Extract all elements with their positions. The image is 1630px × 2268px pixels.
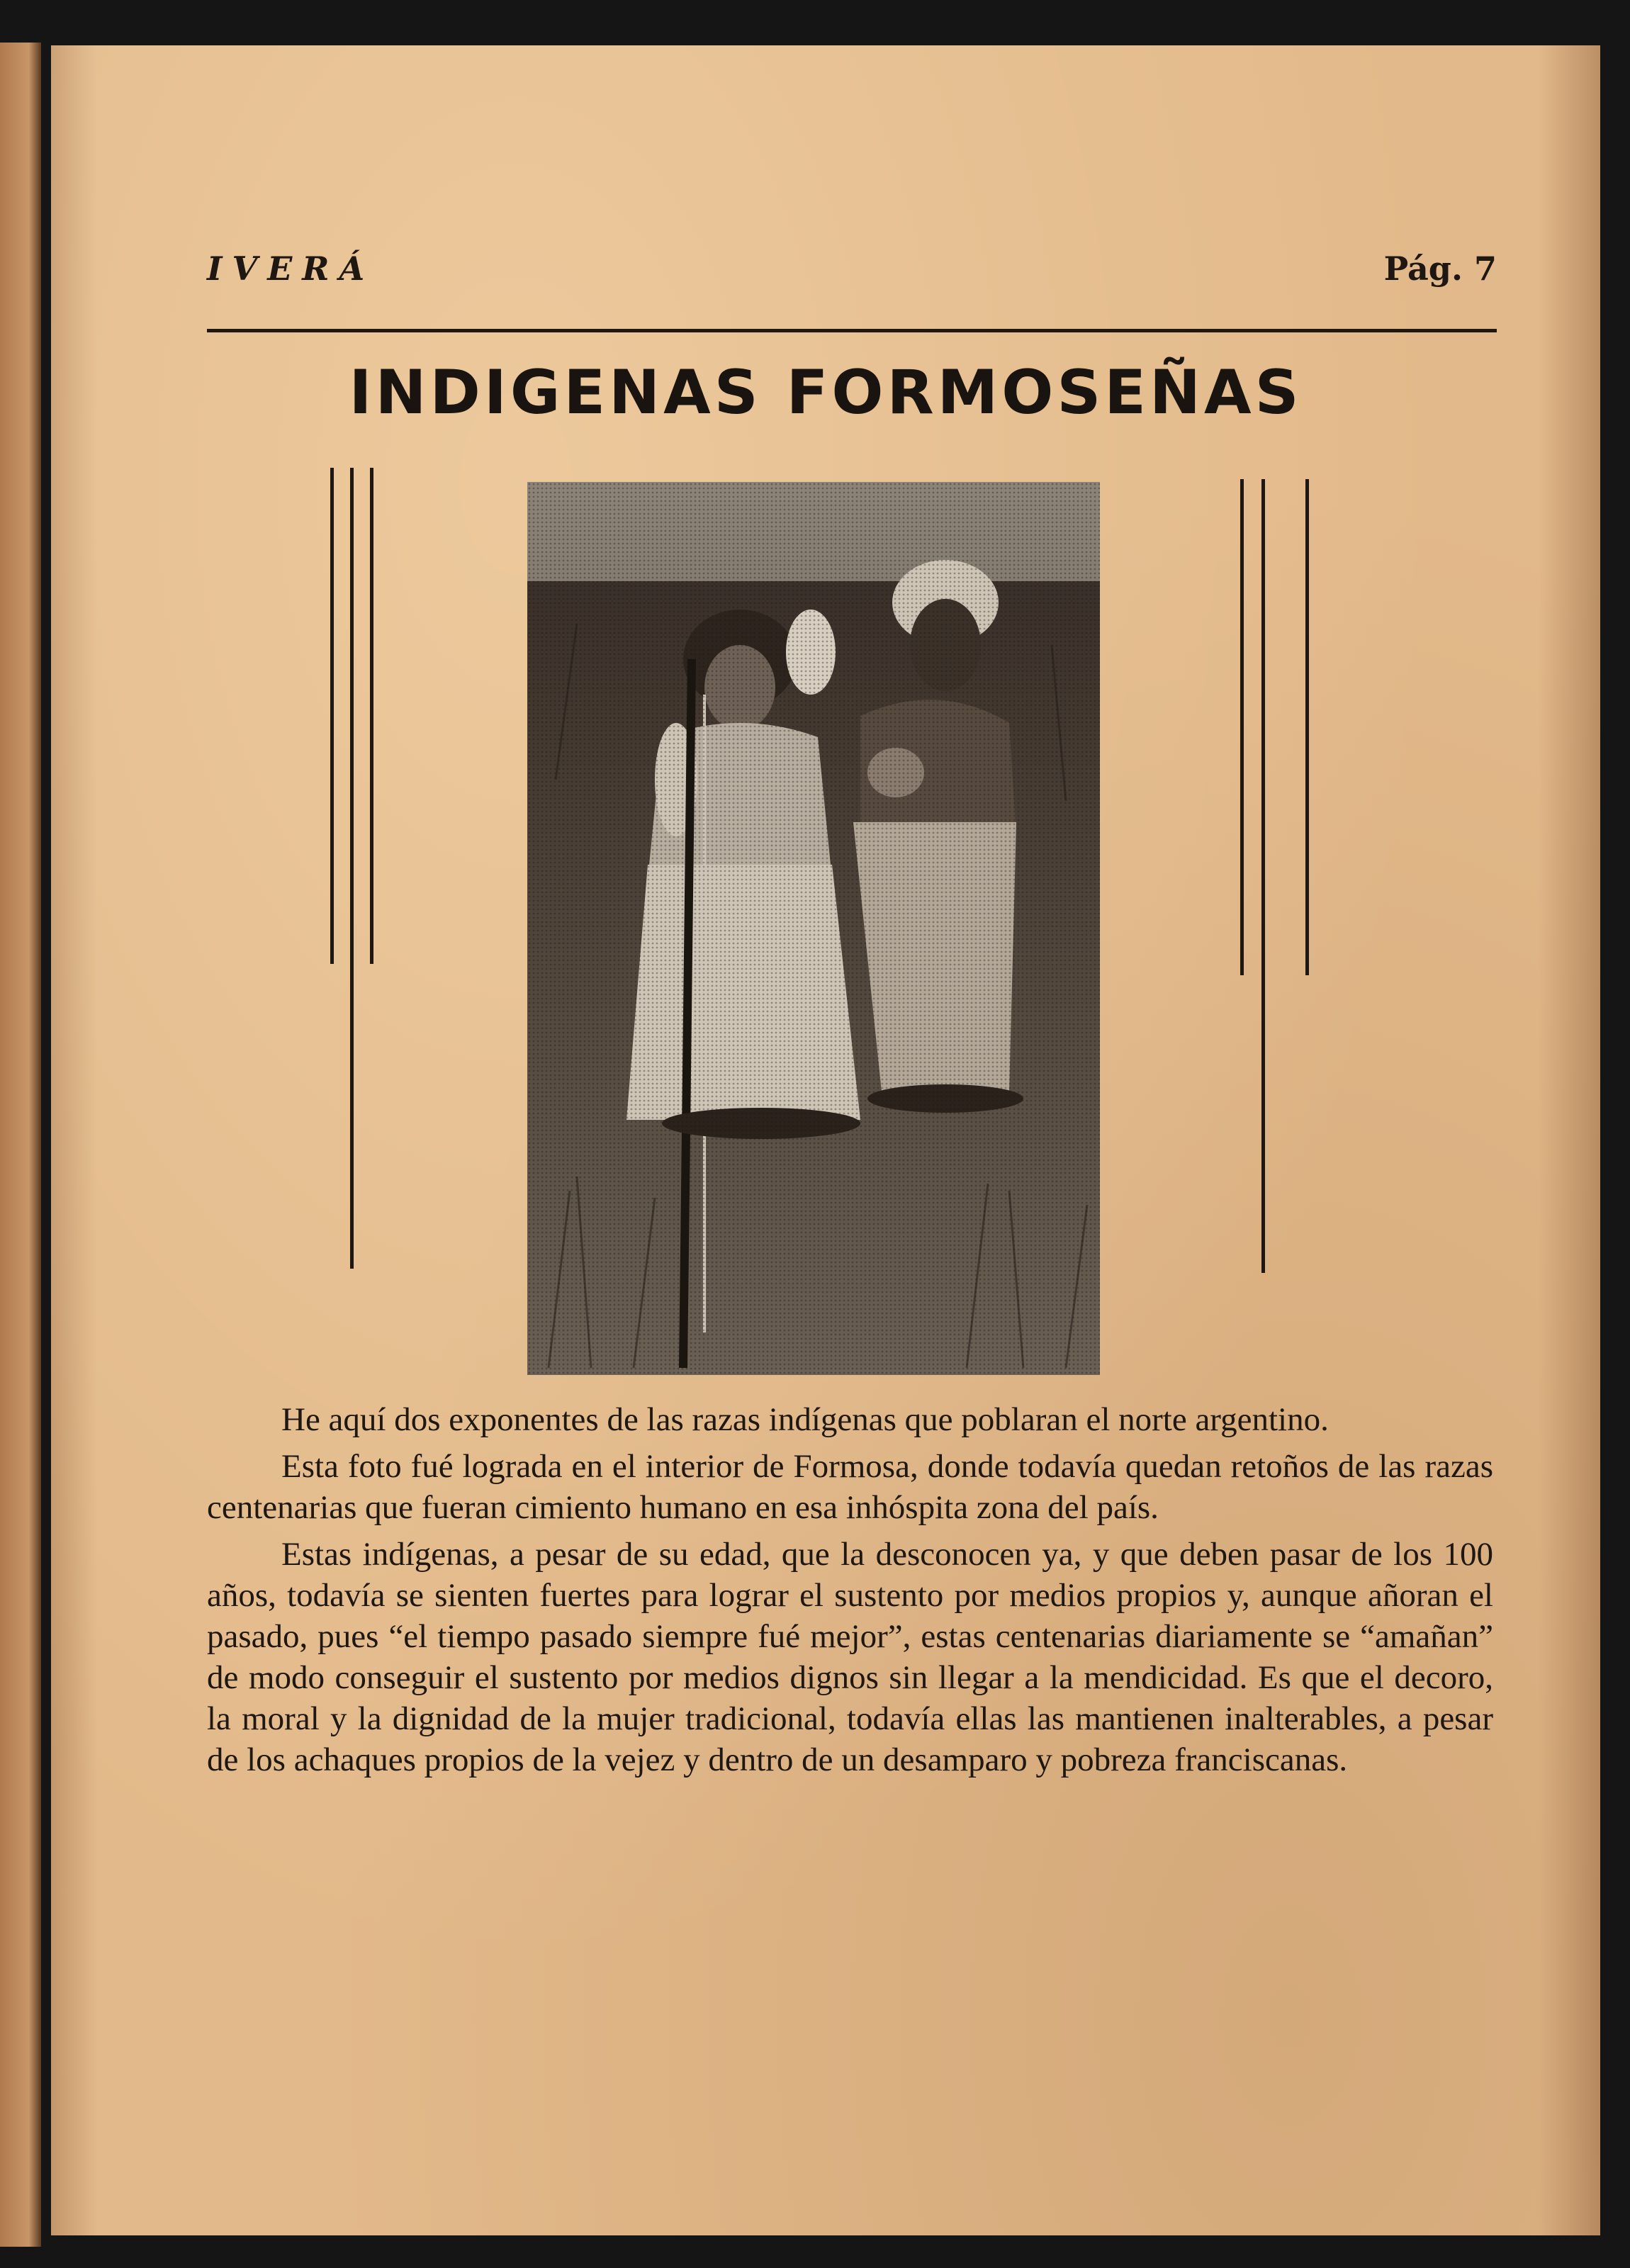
- left-rule-2: [350, 468, 354, 1269]
- photo-two-indigenous-women: [527, 482, 1100, 1375]
- right-rule-1: [1240, 479, 1244, 975]
- article-title: INDIGENAS FORMOSEÑAS: [349, 357, 1303, 428]
- article-body: [207, 1399, 1493, 1786]
- right-rule-3: [1305, 479, 1309, 975]
- left-rule-1: [330, 468, 334, 964]
- magazine-page: [51, 45, 1600, 2235]
- paragraph-1: He aquí dos exponentes de las razas indígenas que poblaran el norte argentino.: [281, 1401, 1329, 1438]
- paragraph-3: Estas indígenas, a pesar de su edad, que la desconocen ya, y que deben pasar de los 100 años, todavía se sienten fuertes para lograr el sustento por medios propios y, aunque añoran el pasado, pues “el tiempo pasado siempre fué mejor”, estas centenarias diariamente se “amañan” de modo conseguir el sustento por medios dignos sin llegar a la mendicidad. Es que el decoro, la moral y la dignidad de la mujer tradicional, todavía ellas las mantienen inalterables, a pesar de los achaques propios de la vejez y dentro de un desamparo y pobreza franciscanas.: [207, 1536, 1493, 1778]
- running-title: IVERÁ: [207, 249, 375, 288]
- page-number: Pág. 7: [1383, 249, 1497, 288]
- left-rule-3: [370, 468, 373, 964]
- paragraph-2: Esta foto fué lograda en el interior de Formosa, donde todavía quedan retoños de las razas centenarias que fueran cimiento humano en esa inhóspita zona del país.: [207, 1448, 1493, 1526]
- header-rule: [207, 329, 1497, 332]
- right-rule-2: [1261, 479, 1265, 1273]
- page-header: [207, 228, 1497, 327]
- facing-page-edge: [0, 43, 41, 2247]
